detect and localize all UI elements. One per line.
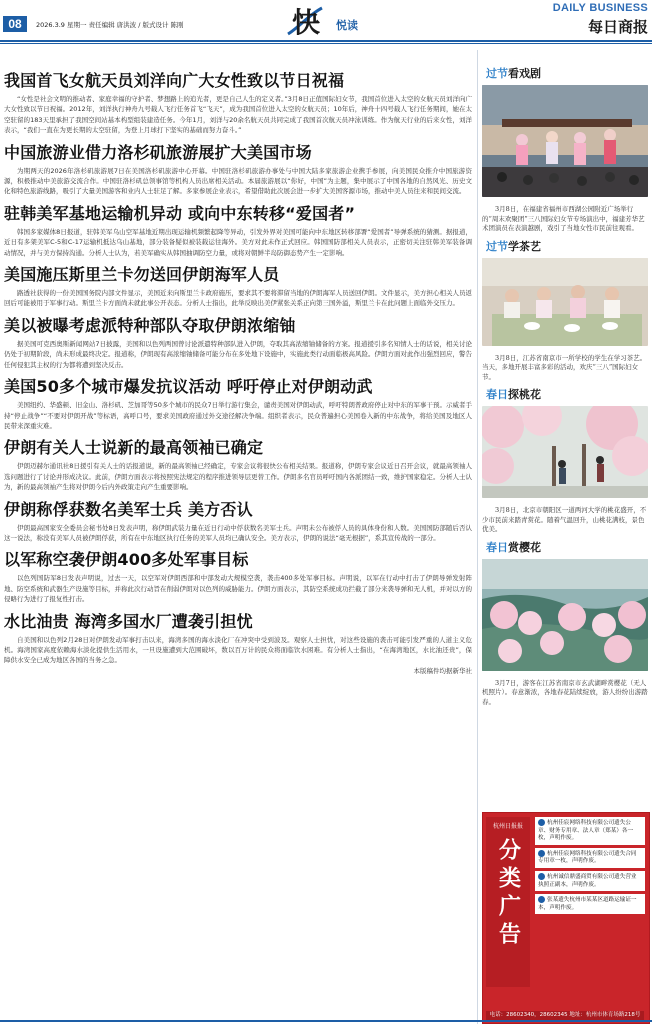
photo-title-lead: 春日 <box>486 388 508 401</box>
article-headline[interactable]: 我国首飞女航天员刘洋向广大女性致以节日祝福 <box>4 71 345 90</box>
photo-story-title <box>486 540 648 556</box>
photo-title-lead: 过节 <box>486 67 508 80</box>
ad-contact-footer: 电话：28602340，28602345 地址：杭州市体育场路218号 <box>486 1011 644 1020</box>
section-character: 快 <box>292 6 321 39</box>
peach-blossom-photo[interactable] <box>482 406 648 498</box>
company-logo-icon <box>538 896 545 903</box>
article-body: “女性是社会文明的推动者、家庭幸福的守护者、梦想路上的追光者，更是自己人生的定义者。”3月8日正值国际妇女节，我国首位进入太空的女航天员刘洋向广大女性致以节日祝福。2012年，刘洋执行神舟九号载人飞行任务首飞“飞天”，成为我国首位进入太空的女航天员；10年后，神舟十四号载人飞行任务期间，她在太空驻留的183天里承担了我国空间站基本构型组装建造任务。今年1月，刘洋与20余名航天员共同完成了我国首次航天员冲泳训练。作为航天行业的后来女性，刘洋表示，“我们一直在为更长期的太空驻留，为登上月球打下坚实的基础而努力奋斗。” <box>4 95 472 135</box>
ad-notice[interactable] <box>535 871 645 891</box>
photo-caption: 3月8日，在福建省福州市西湖公园附近广场举行的“周末欢聚团”三八国际妇女节专场演出中，福建芳华艺术团演员在表演越剧，戏引了当地女性市民前往观看。 <box>482 205 645 232</box>
article-body: 伊朗迈赫尔通讯社8日援引有关人士的话报道说，新的最高领袖已经确定，专家会议将很快公布相关结果。报道称，伊朗专家会议近日召开会议，就最高领袖人选问题进行了讨论并形成决议。此前，伊朗方面表示将按照宪法规定的程序推进领导层更替工作。伊朗多名官员呼吁国内各派团结一致，维护国家稳定。分析人士认为，新的最高领袖产生将对伊朗今后内外政策走向产生重要影响。 <box>4 462 472 492</box>
article-body: 路透社获得的一份美国国务院内部文件显示，美国近来向斯里兰卡政府施压，要求其不要将滞留当地的伊朗海军人员送回伊朗。文件显示，美方担心相关人员返回后可能被用于军事行动。斯里兰卡方面尚未就此事公开表态。分析人士指出，此举反映出美伊紧张关系正向第三国外溢，斯里兰卡在此问题上面临外交压力。 <box>4 289 472 308</box>
photo-story-title <box>486 239 648 255</box>
article-body: 自美国和以色列2月28日对伊朗发动军事打击以来，海湾多国的海水淡化厂在冲突中受到波及。观察人士担忧，对这些设施的袭击可能引发严重的人道主义危机。海湾国家高度依赖海水淡化提供生活用水，一旦设施遭到大范围破坏，数以百万计的民众将面临饮水困难。有分析人士指出，“在海湾地区，水比油还贵”，保障供水安全已成为地区各国的当务之急。 <box>4 635 472 665</box>
article-headline[interactable]: 美国施压斯里兰卡勿送回伊朗海军人员 <box>4 265 280 285</box>
article-headline[interactable]: 伊朗有关人士说新的最高领袖已确定 <box>4 438 264 458</box>
ad-notice[interactable] <box>535 817 645 845</box>
tea-art-photo[interactable] <box>482 258 648 346</box>
article-headline[interactable]: 中国旅游业借力洛杉矶旅游展扩大美国市场 <box>4 142 312 162</box>
company-logo-icon <box>538 819 545 826</box>
article <box>4 264 472 309</box>
ad-vertical-title: 分类广告 <box>495 838 521 950</box>
photo-title-main: 赏樱花 <box>508 540 541 554</box>
photo-story <box>482 387 648 535</box>
article <box>4 315 472 370</box>
article-headline[interactable]: 美国50多个城市爆发抗议活动 呼吁停止对伊朗动武 <box>4 377 373 397</box>
cherry-blossom-photo[interactable] <box>482 559 648 671</box>
photo-title-lead: 春日 <box>486 540 508 554</box>
date-line: 2026.3.9 星期一 责任编辑 唐洪波 / 版式设计 陈刚 <box>36 21 184 29</box>
section-name: 悦读 <box>336 19 358 32</box>
article <box>4 376 472 431</box>
opera-performance-photo[interactable] <box>482 85 648 197</box>
article-headline[interactable]: 美以被曝考虑派特种部队夺取伊朗浓缩铀 <box>4 315 296 335</box>
article-body: 为期两天的2026年洛杉矶旅游展7日在美国洛杉矶旅游中心开幕。中国驻洛杉矶旅游办事处与中国大陆多家旅游企业携手参展，向美国民众推介中国旅游资源，积极推动中美旅游交流合作。中国驻洛杉矶总领事馆等机构人员出席相关活动。本届旅游展以“你好，中国”为主题，集中展示了中国各地的自然风光、历史文化和特色旅游线路，吸引了大量美国游客和业内人士驻足了解。多家参展企业表示，希望借助此次展会进一步扩大美国客源市场，推动中美人员往来和民间交流。 <box>4 166 472 196</box>
article <box>4 142 472 197</box>
ad-notice-text: 杭州佳宸网络科技有限公司遗失公章、财务专用章、法人章（郑某）各一枚，声明作废。 <box>538 820 634 842</box>
photo-title-main: 探桃花 <box>508 388 541 401</box>
company-logo-icon <box>538 873 545 880</box>
article-body: 美国纽约、华盛顿、旧金山、洛杉矶、芝加哥等50多个城市的民众7日举行游行集会，谴责美国对伊朗动武，呼吁特朗普政府停止对中东的军事干预。示威者手持“停止战争”“不要对伊朗开战”等标语，高呼口号，要求美国政府通过外交途径解决争端。组织者表示，民众普遍担心美国卷入新的中东战争，将给美国及地区人民带来深重灾难。 <box>4 401 472 430</box>
ad-notice[interactable] <box>535 848 645 868</box>
page-number: 08 <box>3 16 27 32</box>
article <box>4 70 472 136</box>
photo-sidebar <box>482 66 648 712</box>
article-body: 韩国多家媒体8日报道，驻韩美军乌山空军基地近期出现运输机频繁起降等异动，引发外界对美国可能向中东地区转移部署“爱国者”导弹系统的猜测。据报道，近日有多架美军C-5和C-17运输机抵达乌山基地，部分装备疑似被装载运往海外。美方对此未作正式回应。韩国国防部相关人员表示，正密切关注驻韩美军装备调动情况，并与美方保持沟通。分析人士认为，若美军确实从韩国抽调防空力量，或将对朝鲜半岛防御态势产生一定影响。 <box>4 227 472 257</box>
article-headline[interactable]: 以军称空袭伊朗400多处军事目标 <box>4 550 249 570</box>
article-body: 据美国可克西奥斯新闻网站7日披露，美国和以色列两国曾讨论派遣特种部队进入伊朗，夺取其高浓缩铀储备的方案。报道援引多名知情人士的话说，相关讨论仍处于初期阶段，尚未形成最终决定。报道称，伊朗现有高浓缩铀储备可能分布在多处地下设施中，实施此类行动面临极高风险。伊朗方面对此作出强烈回应，警告任何侵犯其主权的行为都将遭到坚决反击。 <box>4 339 472 369</box>
header-rule-thin <box>0 43 652 44</box>
column-divider <box>477 50 478 1024</box>
classified-ad[interactable] <box>482 812 650 1024</box>
page-header <box>0 0 652 44</box>
photo-caption: 3月8日，北京市朝阳区一道两河大学的桃花盛开，不少市民前来踏青赏花。随着气温回升，山桃花满枝，景色优美。 <box>482 506 647 533</box>
article-body: 以色列国防军8日发表声明说，过去一天，以空军对伊朗西部和中部发动大规模空袭，袭击400多处军事目标。声明说，以军在行动中打击了伊朗导弹发射阵地、防空系统和武器生产设施等目标，并称此次行动旨在削弱伊朗对以色列的威胁能力。伊朗方面表示，其防空系统成功拦截了部分来袭导弹和无人机，并对以方的侵略行为进行了报复性打击。 <box>4 574 472 604</box>
brand-chinese: 每日商报 <box>587 18 648 36</box>
company-logo-icon <box>538 850 545 857</box>
brand-english: DAILY BUSINESS <box>552 2 648 14</box>
article <box>4 549 472 604</box>
ad-notice-text: 杭州诚信鼎盛商贸有限公司遗失营业执照正副本，声明作废。 <box>538 873 637 888</box>
photo-title-main: 学茶艺 <box>508 239 541 253</box>
photo-story <box>482 66 648 234</box>
photo-title-lead: 过节 <box>486 239 508 253</box>
ad-notice-text: 张某遗失杭州市某某区道路运输证一本，声明作废。 <box>538 897 637 911</box>
photo-caption: 3月8日，江苏省南京市一所学校的学生在学习茶艺。当天，多地开展丰富多彩的活动，欢庆“三八”国际妇女节。 <box>482 353 647 381</box>
article <box>4 499 472 544</box>
article-headline[interactable]: 驻韩美军基地运输机异动 或向中东转移“爱国者” <box>4 203 356 223</box>
article <box>4 203 472 258</box>
ad-notice[interactable] <box>535 894 645 914</box>
main-column <box>4 70 472 681</box>
ad-notice-text: 杭州佳宸网络科技有限公司遗失合同专用章一枚，声明作废。 <box>538 850 637 865</box>
article <box>4 437 472 492</box>
header-rule <box>0 40 652 42</box>
ad-notice-list <box>535 817 645 917</box>
article-headline[interactable]: 水比油贵 海湾多国水厂遭袭引担忧 <box>4 611 253 631</box>
article-body: 伊朗最高国家安全委员会秘书处8日发表声明，称伊朗武装力量在近日行动中俘获数名美军士兵。声明未公布被俘人员的具体身份和人数。美国国防部随后否认这一说法，称没有美军人员被伊朗俘获，所有在中东地区执行任务的美军人员均已确认安全。美方表示，伊朗的说法“毫无根据”，系其宣传战的一部分。 <box>4 523 472 542</box>
ad-vertical-title-block <box>486 817 530 987</box>
photo-caption: 3月7日，游客在江苏省南京市玄武湖畔赏樱花（无人机照片）。春意渐浓，各地春花陆续绽放，游人纷纷出游踏春。 <box>482 678 648 706</box>
article-headline[interactable]: 伊朗称俘获数名美军士兵 美方否认 <box>4 499 253 519</box>
photo-story <box>482 239 648 383</box>
page-bottom-rule <box>0 1020 652 1022</box>
article <box>4 611 472 675</box>
photo-story <box>482 540 648 708</box>
photo-story-title <box>486 66 648 82</box>
photo-story-title <box>486 387 648 403</box>
photo-title-main: 看戏剧 <box>508 67 541 80</box>
source-note: 本版稿件均据新华社 <box>413 666 472 675</box>
ad-small-header: 杭州日报报 <box>492 823 523 830</box>
